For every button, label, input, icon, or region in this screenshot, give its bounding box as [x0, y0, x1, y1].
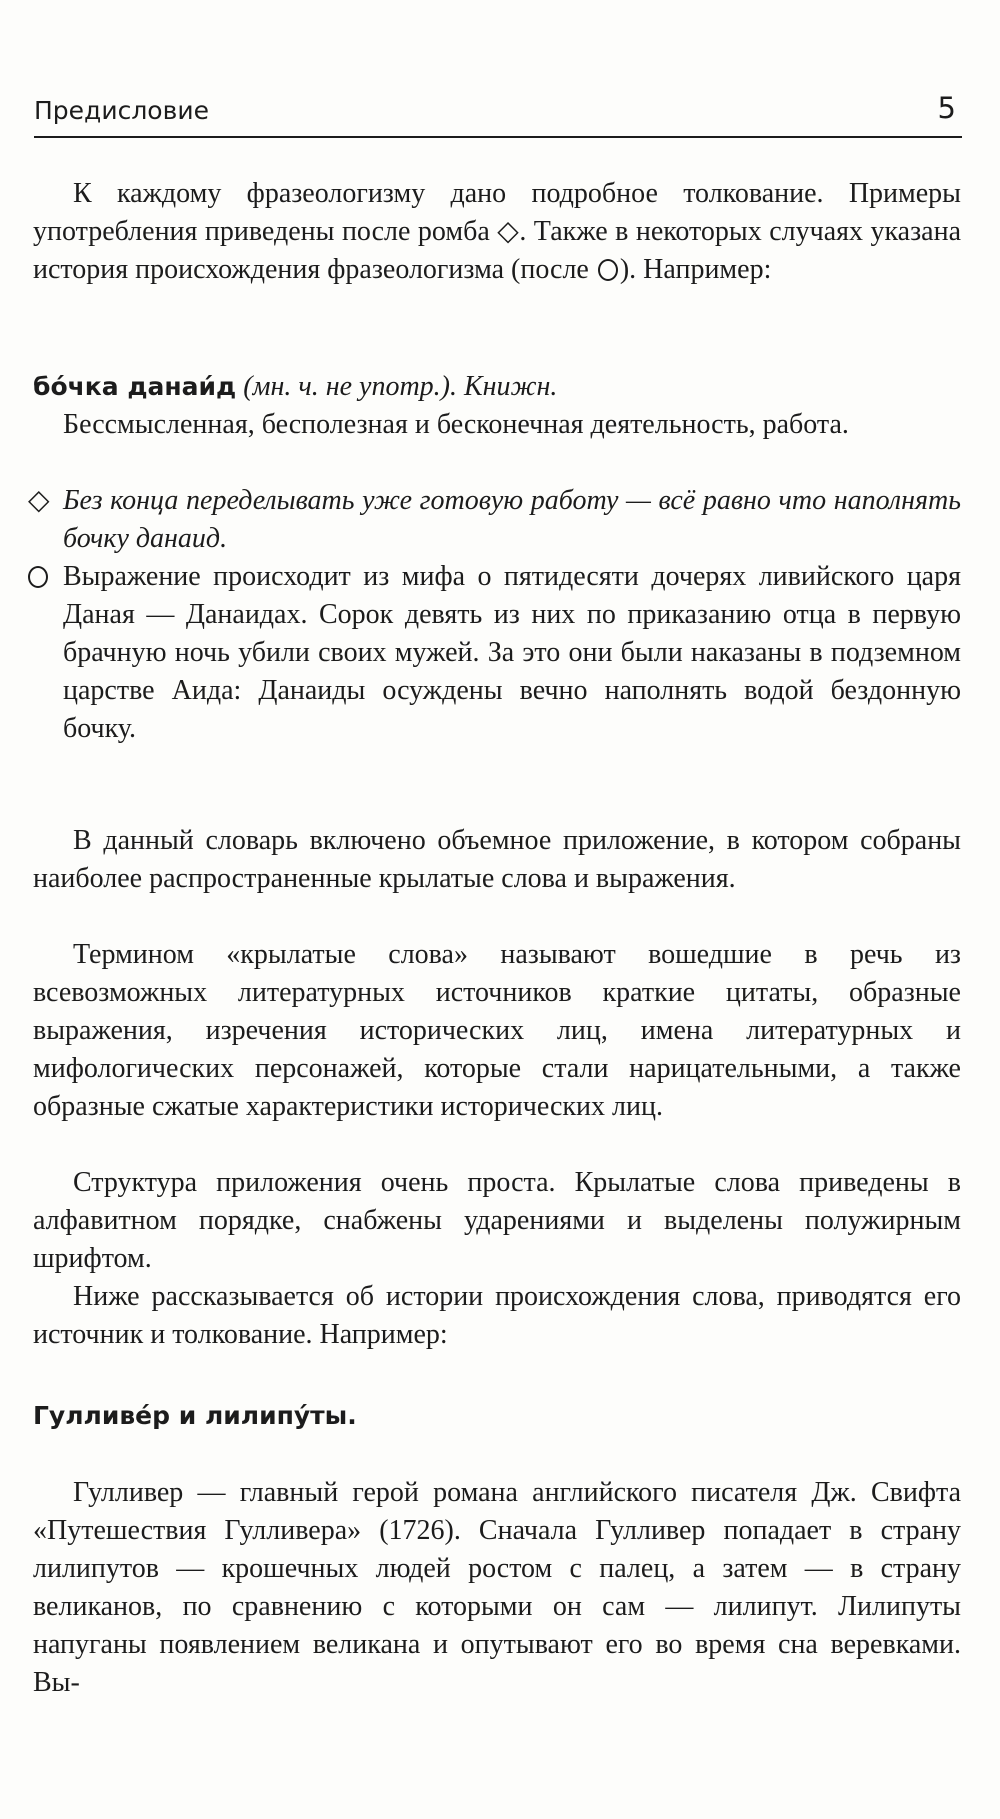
circle-symbol-icon [598, 259, 618, 281]
entry-headword: бо́чка данаи́д [33, 372, 237, 401]
intro-text-middle: . Также в некоторых случаях указана история происхождения фразеологизма (после [33, 216, 961, 285]
page-number: 5 [937, 91, 956, 125]
example-diamond-marker: ◇ [28, 485, 50, 516]
appendix-text-4: Ниже рассказывается об истории происхождения слова, приводятся его источник и толкование. Например: [33, 1281, 961, 1350]
intro-text-start: К каждому фразеологизму дано подробное толкование. Примеры употребления приведены после ромба [33, 178, 961, 247]
running-header [34, 91, 962, 138]
appendix-entry-paragraph [33, 1474, 961, 1702]
appendix-paragraph-1 [33, 822, 961, 898]
entry-grammar-note: (мн. ч. не употр.). Книжн. [243, 371, 558, 402]
section-title: Предисловие [34, 96, 209, 125]
entry-headline [33, 368, 961, 406]
etymology-circle-icon [28, 558, 48, 596]
appendix-entry-headword: Гулливе́р и лилипу́ты. [33, 1401, 357, 1430]
appendix-paragraph-2 [33, 936, 961, 1126]
diamond-symbol: ◇ [497, 216, 520, 247]
appendix-entry-text: Гулливер — главный герой романа английского писателя Дж. Свифта «Путешествия Гулливера» (1726). Сначала Гулливер попадает в страну лилипутов — крошечных людей ростом с палец, а затем — в страну великанов, по сравнению с которыми он сам — лилипут. Лилипуты напуганы появлением великана и опутывают его во время сна веревками. Вы- [33, 1477, 961, 1698]
appendix-text-2: Термином «крылатые слова» называют вошедшие в речь из всевозможных литературных источников краткие цитаты, образные выражения, изречения исторических лиц, имена литературных и мифологических персонажей, которые стали нарицательными, а также образные сжатые характеристики исторических лиц. [33, 939, 961, 1122]
intro-paragraph [33, 175, 961, 289]
appendix-paragraph-4 [33, 1278, 961, 1354]
entry-example: Без конца переделывать уже готовую работу — всё равно что наполнять бочку данаид. [63, 485, 961, 554]
intro-text-end: ). Например: [619, 254, 772, 285]
entry-etymology: Выражение происходит из мифа о пятидесяти дочерях ливийского царя Даная — Данаидах. Сорок девять из них по приказанию отца в первую брачную ночь убили своих мужей. За это они были наказаны в подземном царстве Аида: Данаиды осуждены вечно наполнять водой бездонную бочку. [63, 561, 961, 744]
appendix-text-1: В данный словарь включено объемное приложение, в котором собраны наиболее распространенные крылатые слова и выражения. [33, 825, 961, 894]
entry-definition: Бессмысленная, бесполезная и бесконечная деятельность, работа. [63, 409, 849, 440]
appendix-paragraph-3 [33, 1164, 961, 1278]
appendix-text-3: Структура приложения очень проста. Крылатые слова приведены в алфавитном порядке, снабжены ударениями и выделены полужирным шрифтом. [33, 1167, 961, 1274]
